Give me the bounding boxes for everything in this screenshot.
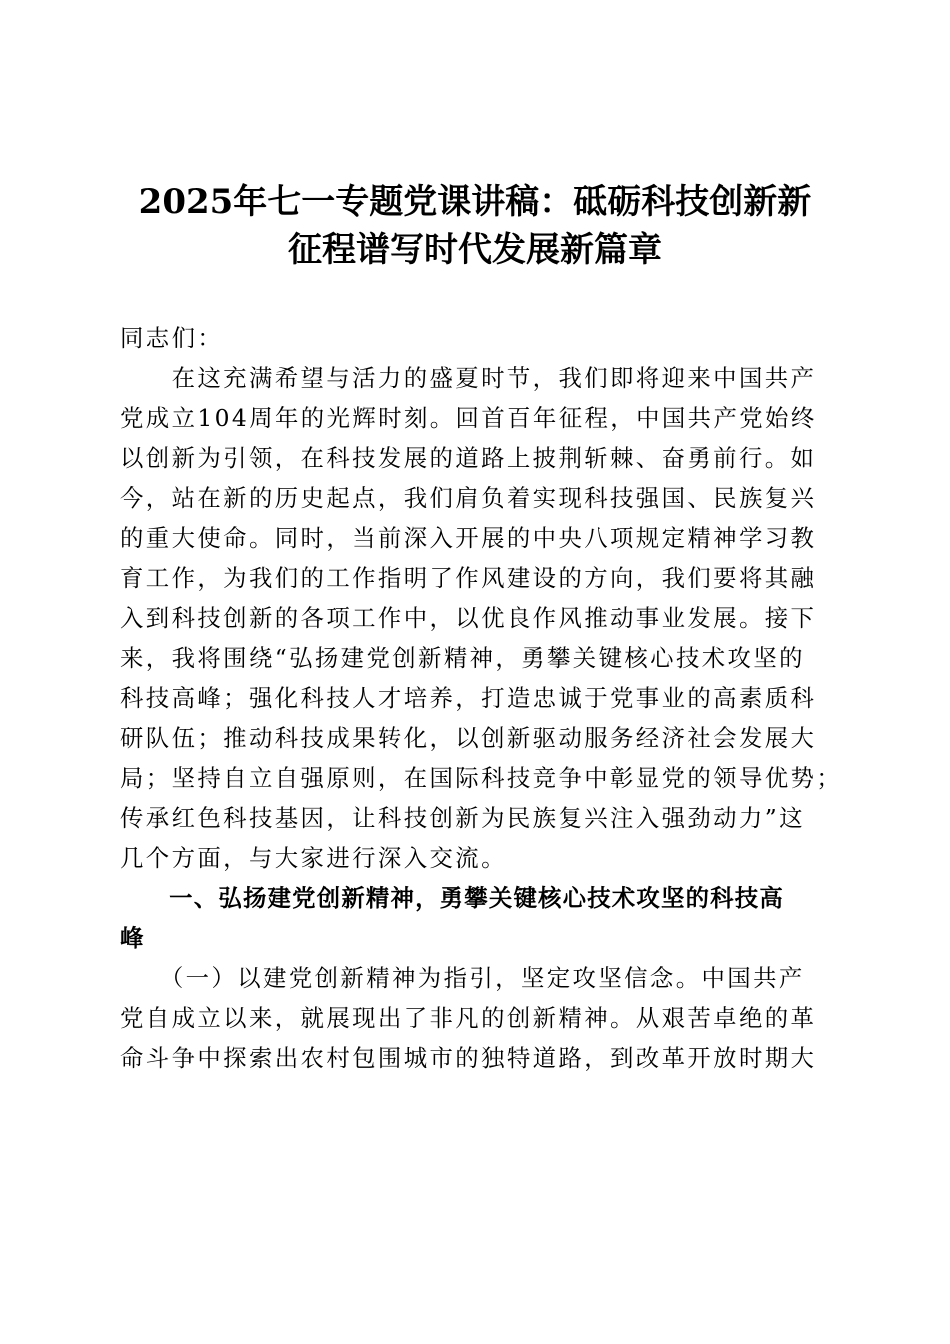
title-line-2: 征程谱写时代发展新篇章: [288, 230, 662, 270]
intro-line: 来，我将围绕“弘扬建党创新精神，勇攀关键核心技术攻坚的: [120, 644, 805, 672]
intro-line: 局；坚持自立自强原则，在国际科技竞争中彰显党的领导优势；: [120, 764, 843, 792]
intro-line: 党成立104周年的光辉时刻。回首百年征程，中国共产党始终: [120, 404, 817, 432]
subsection-line: 命斗争中探索出农村包围城市的独特道路，到改革开放时期大: [120, 1044, 817, 1072]
intro-line: 今，站在新的历史起点，我们肩负着实现科技强国、民族复兴: [120, 484, 817, 512]
subsection-line: （一）以建党创新精神为指引，坚定攻坚信念。中国共产: [120, 964, 805, 992]
intro-line: 以创新为引领，在科技发展的道路上披荆斩棘、奋勇前行。如: [120, 444, 817, 472]
intro-line: 传承红色科技基因，让科技创新为民族复兴注入强劲动力”这: [120, 804, 805, 832]
intro-line: 的重大使命。同时，当前深入开展的中央八项规定精神学习教: [120, 524, 817, 552]
intro-line: 入到科技创新的各项工作中，以优良作风推动事业发展。接下: [120, 604, 817, 632]
title-line-1: 2025年七一专题党课讲稿：砥砺科技创新新: [138, 182, 812, 222]
intro-line: 科技高峰；强化科技人才培养，打造忠诚于党事业的高素质科: [120, 684, 817, 712]
document-title: [120, 178, 830, 274]
subsection-line: 党自成立以来，就展现出了非凡的创新精神。从艰苦卓绝的革: [120, 1004, 817, 1032]
intro-line: 在这充满希望与活力的盛夏时节，我们即将迎来中国共产: [120, 364, 817, 392]
section-heading-1-line-2: 峰: [120, 924, 145, 952]
intro-line: 几个方面，与大家进行深入交流。: [120, 844, 507, 872]
salutation: 同志们：: [120, 324, 224, 352]
section-heading-1-line-1: 一、弘扬建党创新精神，勇攀关键核心技术攻坚的科技高: [120, 884, 784, 912]
intro-line: 研队伍；推动科技成果转化，以创新驱动服务经济社会发展大: [120, 724, 817, 752]
intro-line: 育工作，为我们的工作指明了作风建设的方向，我们要将其融: [120, 564, 817, 592]
document-body: [120, 318, 843, 1078]
